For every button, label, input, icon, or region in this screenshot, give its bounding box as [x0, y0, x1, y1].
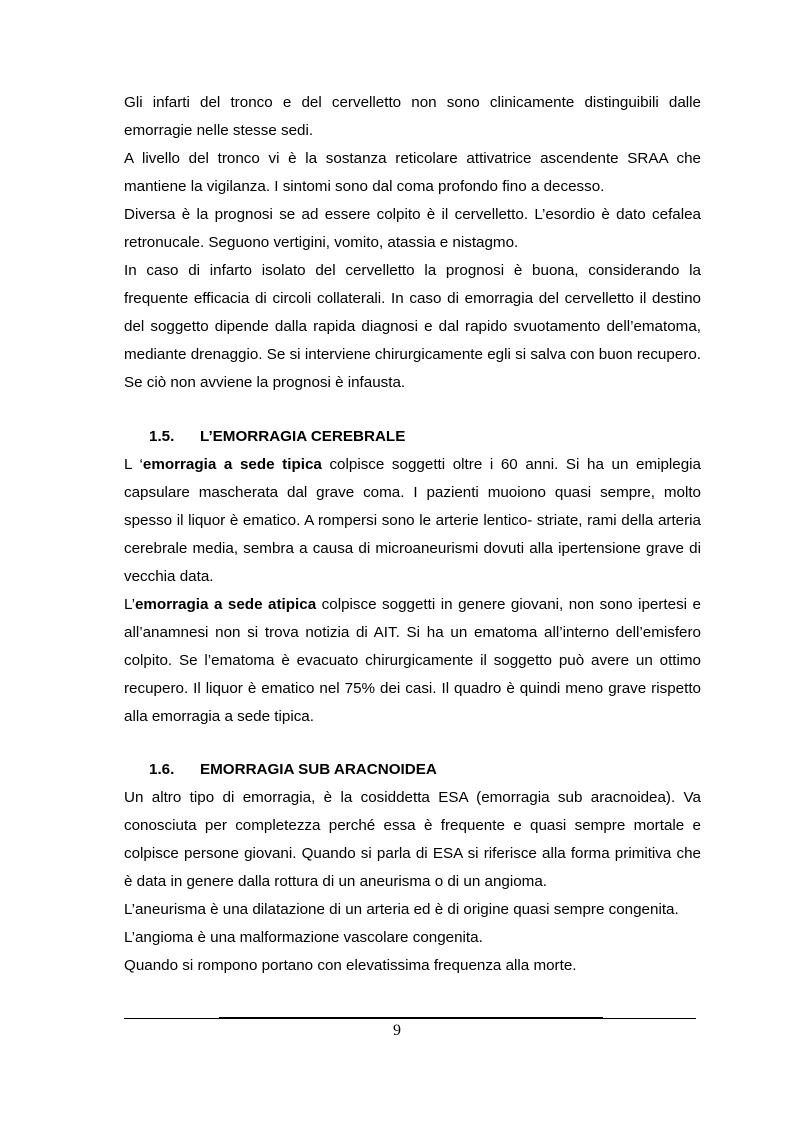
section-number: 1.5. [149, 428, 175, 445]
section-1-6-paragraph-4: Quando si rompono portano con elevatissima frequenza alla morte. [124, 957, 577, 974]
page-number: 9 [393, 1022, 401, 1039]
paragraph-prefix: L’ [124, 596, 135, 613]
paragraph-text: colpisce soggetti oltre i 60 anni. Si ha un emiplegia capsulare mascherata dal grave coma. I pazienti muoiono quasi sempre, molto spesso il liquor è ematico. A rompersi sono le arterie lentico- striate, rami della arteria cerebrale media, sembra a causa di microaneurismi dovuti alla ipertensione grave di vecchia data. [124, 456, 701, 585]
intro-paragraph-3: Diversa è la prognosi se ad essere colpito è il cervelletto. L’esordio è dato cefalea retronucale. Seguono vertigini, vomito, atassia e nistagmo. [124, 206, 701, 251]
section-title: L’EMORRAGIA CEREBRALE [200, 428, 406, 445]
section-title: EMORRAGIA SUB ARACNOIDEA [200, 761, 437, 778]
bold-term: emorragia a sede tipica [142, 456, 322, 473]
section-1-6-paragraph-1: Un altro tipo di emorragia, è la cosiddetta ESA (emorragia sub aracnoidea). Va conosciuta per completezza perché essa è frequente e quasi sempre mortale e colpisce persone giovani. Quando si parla di ESA si riferisce alla forma primitiva che è data in genere dalla rottura di un aneurisma o di un angioma. [124, 789, 701, 890]
section-heading-1-5 [124, 423, 701, 451]
intro-paragraph-1: Gli infarti del tronco e del cervelletto non sono clinicamente distinguibili dalle emorragie nelle stesse sedi. [124, 94, 701, 139]
footer-divider-accent [219, 1017, 603, 1019]
section-1-6-paragraph-2: L’aneurisma è una dilatazione di un arteria ed è di origine quasi sempre congenita. [124, 901, 679, 918]
paragraph-prefix: L ‘ [124, 456, 143, 473]
section-1-5-paragraph-1 [124, 451, 701, 591]
intro-paragraph-4: In caso di infarto isolato del cervelletto la prognosi è buona, considerando la frequente efficacia di circoli collaterali. In caso di emorragia del cervelletto il destino del soggetto dipende dalla rapida diagnosi e dal rapido svuotamento dell’ematoma, mediante drenaggio. Se si interviene chirurgicamente egli si salva con buon recupero. Se ciò non avviene la prognosi è infausta. [124, 262, 701, 391]
section-number: 1.6. [149, 761, 175, 778]
section-1-6-paragraph-3: L’angioma è una malformazione vascolare congenita. [124, 929, 483, 946]
intro-paragraph-2: A livello del tronco vi è la sostanza reticolare attivatrice ascendente SRAA che mantiene la vigilanza. I sintomi sono dal coma profondo fino a decesso. [124, 150, 701, 195]
page-body [124, 89, 701, 980]
bold-term: emorragia a sede atipica [134, 596, 317, 613]
section-1-5-paragraph-2 [124, 591, 701, 731]
paragraph-text: colpisce soggetti in genere giovani, non sono ipertesi e all’anamnesi non si trova notizia di AIT. Si ha un ematoma all’interno dell’emisfero colpito. Se l’ematoma è evacuato chirurgicamente il soggetto può avere un ottimo recupero. Il liquor è ematico nel 75% dei casi. Il quadro è quindi meno grave rispetto alla emorragia a sede tipica. [124, 596, 701, 725]
section-heading-1-6 [124, 756, 701, 784]
